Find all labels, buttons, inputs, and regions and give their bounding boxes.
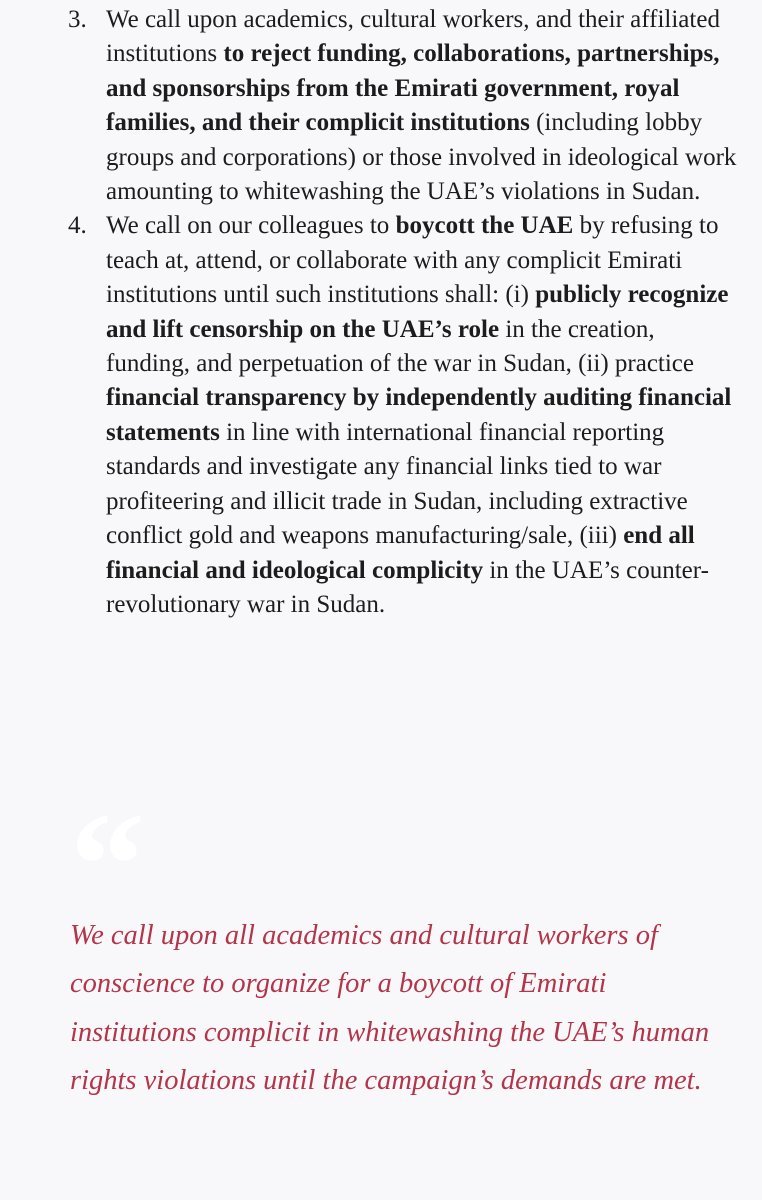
text-segment: in the creation, funding, and perpetuation of the war in Sudan, (ii) practice xyxy=(106,315,695,378)
quote-mark-icon: “ xyxy=(70,782,145,948)
text-segment: We call on our colleagues to xyxy=(106,212,396,240)
text-segment: in the UAE’s counter-revolutionary war in Sudan. xyxy=(106,556,709,618)
list-item xyxy=(0,3,740,209)
bold-text-segment: publicly recognize and lift censorship on the UAE’s role xyxy=(106,281,729,343)
demands-list xyxy=(0,3,740,622)
bold-text-segment: to reject funding, collaborations, partnerships, and sponsorships from the Emirati government, royal families, and their complicit institutions xyxy=(106,40,720,137)
list-item-text xyxy=(106,6,736,205)
pull-quote: We call upon all academics and cultural workers of conscience to organize for a boycott of Emirati institutions complicit in whitewashing the UAE’s human rights violations until the campaign’s demands are met. xyxy=(70,920,710,1096)
list-item-number: 3. xyxy=(68,6,87,33)
text-segment: by refusing to teach at, attend, or collaborate with any complicit Emirati institutions until such institutions shall: (i) xyxy=(106,212,719,309)
list-item-text xyxy=(106,212,731,617)
bold-text-segment: end all financial and ideological complicity xyxy=(106,522,695,584)
list-item xyxy=(0,209,740,622)
text-segment: in line with international financial reporting standards and investigate any financial links tied to war profiteering and illicit trade in Sudan, including extractive conflict gold and weapons manufacturing/sale, (iii) xyxy=(106,418,688,550)
text-segment: We call upon academics, cultural workers, and their affiliated institutions xyxy=(106,6,720,68)
text-segment: (including lobby groups and corporations) or those involved in ideological work amounting to whitewashing the UAE’s violations in Sudan. xyxy=(106,109,737,206)
bold-text-segment: financial transparency by independently auditing financial statements xyxy=(106,384,732,446)
bold-text-segment: boycott the UAE xyxy=(395,212,574,240)
list-item-number: 4. xyxy=(68,212,87,240)
